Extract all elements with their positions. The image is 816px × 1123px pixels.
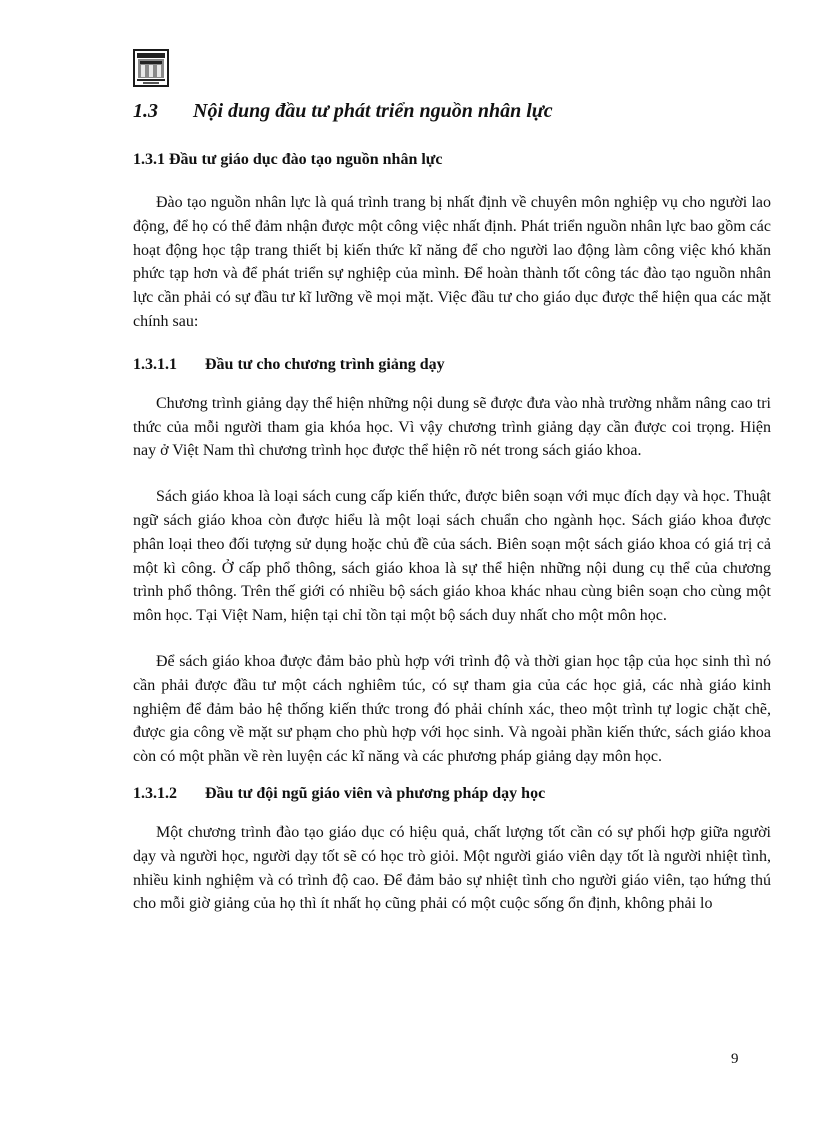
part1-number: 1.3.1.1 (133, 355, 177, 373)
section-heading (133, 100, 771, 123)
crest-graphic (135, 51, 167, 85)
part1-paragraph-3: Để sách giáo khoa được đảm bảo phù hợp với trình độ và thời gian học tập của học sinh thì nó cần phải được đầu tư một cách nghiêm túc, có sự tham gia của các học giả, các nhà giáo kinh nghiệm để đảm bảo hệ thống kiến thức trong đó phải chính xác, theo một trình tự logic chặt chẽ, được gia công về mặt sư phạm cho phù hợp với học sinh. Và ngoài phần kiến thức, sách giáo khoa còn có một phần về rèn luyện các kĩ năng và các phương pháp giảng dạy môn học. (133, 652, 771, 766)
part2-paragraph-1: Một chương trình đào tạo giáo dục có hiệu quả, chất lượng tốt cần có sự phối hợp giữa người dạy và người học, người dạy tốt sẽ có học trò giỏi. Một người giáo viên dạy tốt là người nhiệt tình, nhiều kinh nghiệm và có trình độ cao. Để đảm bảo sự nhiệt tình cho người giáo viên, tạo hứng thú cho mỗi giờ giảng của họ thì ít nhất họ cũng phải có một cuộc sống ổn định, không phải lo (133, 823, 771, 913)
section-number: 1.3 (133, 100, 158, 122)
part2-title: Đầu tư đội ngũ giáo viên và phương pháp dạy học (205, 784, 546, 802)
part1-paragraph-1: Chương trình giảng dạy thể hiện những nội dung sẽ được đưa vào nhà trường nhằm nâng cao tri thức của mỗi người tham gia khóa học. Vì vậy chương trình giảng dạy cần được coi trọng. Hiện nay ở Việt Nam thì chương trình học được thể hiện rõ nét trong sách giáo khoa. (133, 394, 771, 460)
section-title: Nội dung đầu tư phát triển nguồn nhân lực (193, 100, 553, 122)
intro-paragraph: Đào tạo nguồn nhân lực là quá trình trang bị nhất định về chuyên môn nghiệp vụ cho người lao động, để họ có thể đảm nhận được một công việc nhất định. Phát triển nguồn nhân lực bao gồm các hoạt động học tập trang thiết bị kiến thức kĩ năng để cho người lao động làm công việc khó khăn phức tạp hơn và để phát triển sự nghiệp của mình. Để hoàn thành tốt công tác đào tạo nguồn nhân lực cần phải có sự đầu tư kĩ lưỡng về mọi mặt. Việc đầu tư cho giáo dục được thể hiện qua các mặt chính sau: (133, 194, 771, 330)
part1-paragraph-2: Sách giáo khoa là loại sách cung cấp kiến thức, được biên soạn với mục đích dạy và học. Thuật ngữ sách giáo khoa còn được hiểu là một loại sách chuẩn cho ngành học. Sách giáo khoa được phân loại theo đối tượng sử dụng hoặc chủ đề của sách. Biên soạn một sách giáo khoa có giá trị cả một kì công. Ở cấp phổ thông, sách giáo khoa là sự thể hiện những nội dung cụ thể của chương trình phổ thông. Trên thế giới có nhiều bộ sách giáo khoa khác nhau cùng biên soạn cho cùng một môn học. Tại Việt Nam, hiện tại chỉ tồn tại một bộ sách duy nhất cho một môn học. (133, 488, 771, 625)
subsection-heading: 1.3.1 Đầu tư giáo dục đào tạo nguồn nhân lực (133, 151, 443, 168)
institution-crest-icon (133, 49, 169, 87)
part1-title: Đầu tư cho chương trình giảng dạy (205, 355, 445, 373)
part2-number: 1.3.1.2 (133, 784, 177, 802)
document-body (133, 96, 771, 938)
part1-heading (133, 356, 771, 374)
page-number: 9 (731, 1051, 739, 1067)
part2-heading (133, 785, 771, 803)
